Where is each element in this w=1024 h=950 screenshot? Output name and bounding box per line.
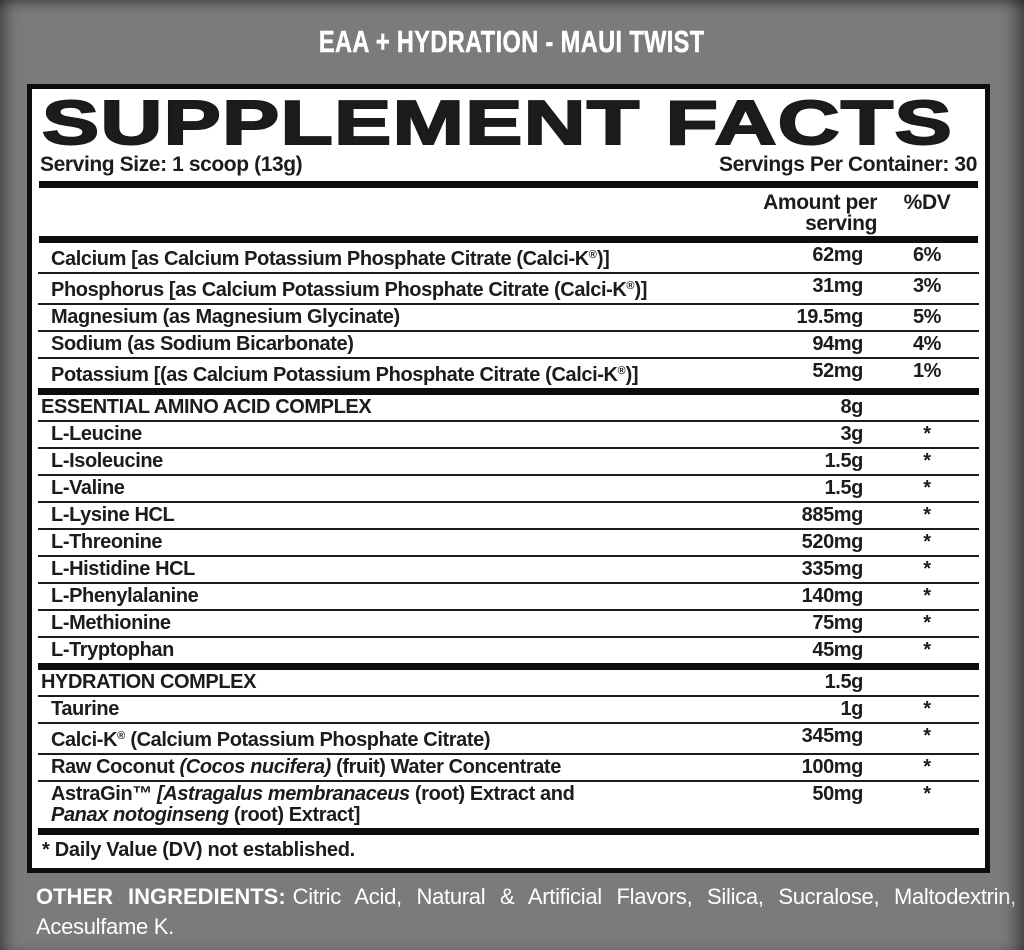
dv-value: *: [923, 725, 931, 747]
section-row: [38, 388, 979, 420]
amount-value: 335mg: [801, 558, 863, 580]
nutrient-row: [38, 722, 979, 753]
dv-value: *: [923, 477, 931, 499]
ingredient-name: Taurine: [51, 698, 119, 720]
product-title: EAA + HYDRATION - MAUI TWIST: [319, 24, 705, 59]
dv-value: 3%: [912, 275, 942, 297]
amount-value: 1.5g: [824, 450, 863, 472]
nutrient-row: [38, 609, 979, 636]
ingredient-name: L-Histidine HCL: [51, 558, 195, 580]
amount-value: 100mg: [801, 756, 863, 778]
top-header: [0, 0, 1024, 84]
amount-value: 140mg: [801, 585, 863, 607]
nutrient-row: [38, 753, 979, 780]
nutrient-row: [38, 303, 979, 330]
ingredient-name: L-Valine: [51, 477, 125, 499]
ingredient-name: L-Leucine: [51, 423, 142, 445]
dv-value: *: [923, 423, 931, 445]
divider-thick-header: [39, 236, 978, 243]
other-ingredients-label: OTHER INGREDIENTS:: [36, 884, 286, 909]
dv-footnote: * Daily Value (DV) not established.: [38, 828, 979, 868]
serving-size: Serving Size: 1 scoop (13g): [40, 153, 303, 176]
other-ingredients-text: Citric Acid, Natural & Artificial Flavors, Silica, Sucralose, Maltodextrin, Acesulfame K.: [36, 884, 1016, 939]
column-header-amount: Amount per serving: [763, 191, 877, 235]
nutrient-row: [38, 528, 979, 555]
nutrient-row: [38, 474, 979, 501]
amount-value: 75mg: [812, 612, 863, 634]
amount-value: 31mg: [812, 275, 863, 297]
dv-value: 4%: [912, 333, 942, 355]
ingredient-name: Calcium [as Calcium Potassium Phosphate Citrate (Calci-K®)]: [51, 248, 610, 270]
nutrient-row: [38, 357, 979, 388]
ingredient-name: L-Threonine: [51, 531, 163, 553]
facts-table-body: [38, 243, 979, 828]
column-header-dv: %DV: [903, 191, 951, 214]
dv-value: *: [923, 639, 931, 661]
dv-value: *: [923, 698, 931, 720]
nutrient-row: [38, 501, 979, 528]
nutrient-row: [38, 330, 979, 357]
dv-value: *: [923, 558, 931, 580]
amount-value: 1g: [840, 698, 863, 720]
amount-value: 345mg: [801, 725, 863, 747]
amount-value: 19.5mg: [796, 306, 863, 328]
amount-value: 1.5g: [824, 477, 863, 499]
ingredient-name: Sodium (as Sodium Bicarbonate): [51, 333, 354, 355]
nutrient-row: [38, 420, 979, 447]
amount-value: 885mg: [801, 504, 863, 526]
panel-title: SUPPLEMENT FACTS: [42, 89, 954, 158]
dv-value: *: [923, 450, 931, 472]
ingredient-name: L-Methionine: [51, 612, 171, 634]
nutrient-row: [38, 582, 979, 609]
nutrient-row: [38, 447, 979, 474]
amount-value: 520mg: [801, 531, 863, 553]
dv-value: 6%: [912, 244, 942, 266]
dv-value: *: [923, 504, 931, 526]
ingredient-name: AstraGin™ [Astragalus membranaceus (root) Extract and Panax notoginseng (root) Extract]: [51, 783, 575, 826]
column-header-row: [38, 188, 979, 236]
ingredient-name: ESSENTIAL AMINO ACID COMPLEX: [41, 396, 372, 418]
nutrient-row: [38, 243, 979, 272]
dv-value: *: [923, 756, 931, 778]
ingredient-name: L-Tryptophan: [51, 639, 174, 661]
ingredient-name: Raw Coconut (Cocos nucifera) (fruit) Water Concentrate: [51, 756, 561, 778]
divider-thick-top: [39, 181, 978, 188]
dv-value: *: [923, 585, 931, 607]
ingredient-name: Calci-K® (Calcium Potassium Phosphate Citrate): [51, 729, 491, 751]
ingredient-name: Magnesium (as Magnesium Glycinate): [51, 306, 400, 328]
amount-value: 8g: [840, 396, 863, 418]
servings-per-container: Servings Per Container: 30: [718, 153, 977, 176]
ingredient-name: HYDRATION COMPLEX: [41, 671, 257, 693]
nutrient-row: [38, 695, 979, 722]
other-ingredients: [36, 882, 1016, 942]
ingredient-name: L-Phenylalanine: [51, 585, 199, 607]
amount-value: 62mg: [812, 244, 863, 266]
amount-value: 94mg: [812, 333, 863, 355]
nutrient-row: [38, 780, 979, 828]
ingredient-name: Potassium [(as Calcium Potassium Phosphate Citrate (Calci-K®)]: [51, 364, 639, 386]
amount-value: 45mg: [812, 639, 863, 661]
amount-value: 1.5g: [824, 671, 863, 693]
dv-value: 1%: [912, 360, 942, 382]
section-row: [38, 663, 979, 695]
dv-value: *: [923, 783, 931, 805]
ingredient-name: Phosphorus [as Calcium Potassium Phosphate Citrate (Calci-K®)]: [51, 279, 648, 301]
amount-value: 52mg: [812, 360, 863, 382]
supplement-facts-panel: [27, 84, 990, 873]
ingredient-name: L-Lysine HCL: [51, 504, 175, 526]
nutrient-row: [38, 636, 979, 663]
ingredient-name: L-Isoleucine: [51, 450, 163, 472]
dv-value: 5%: [912, 306, 942, 328]
dv-value: *: [923, 531, 931, 553]
amount-value: 3g: [840, 423, 863, 445]
amount-value: 50mg: [812, 783, 863, 805]
dv-value: *: [923, 612, 931, 634]
nutrient-row: [38, 272, 979, 303]
nutrient-row: [38, 555, 979, 582]
